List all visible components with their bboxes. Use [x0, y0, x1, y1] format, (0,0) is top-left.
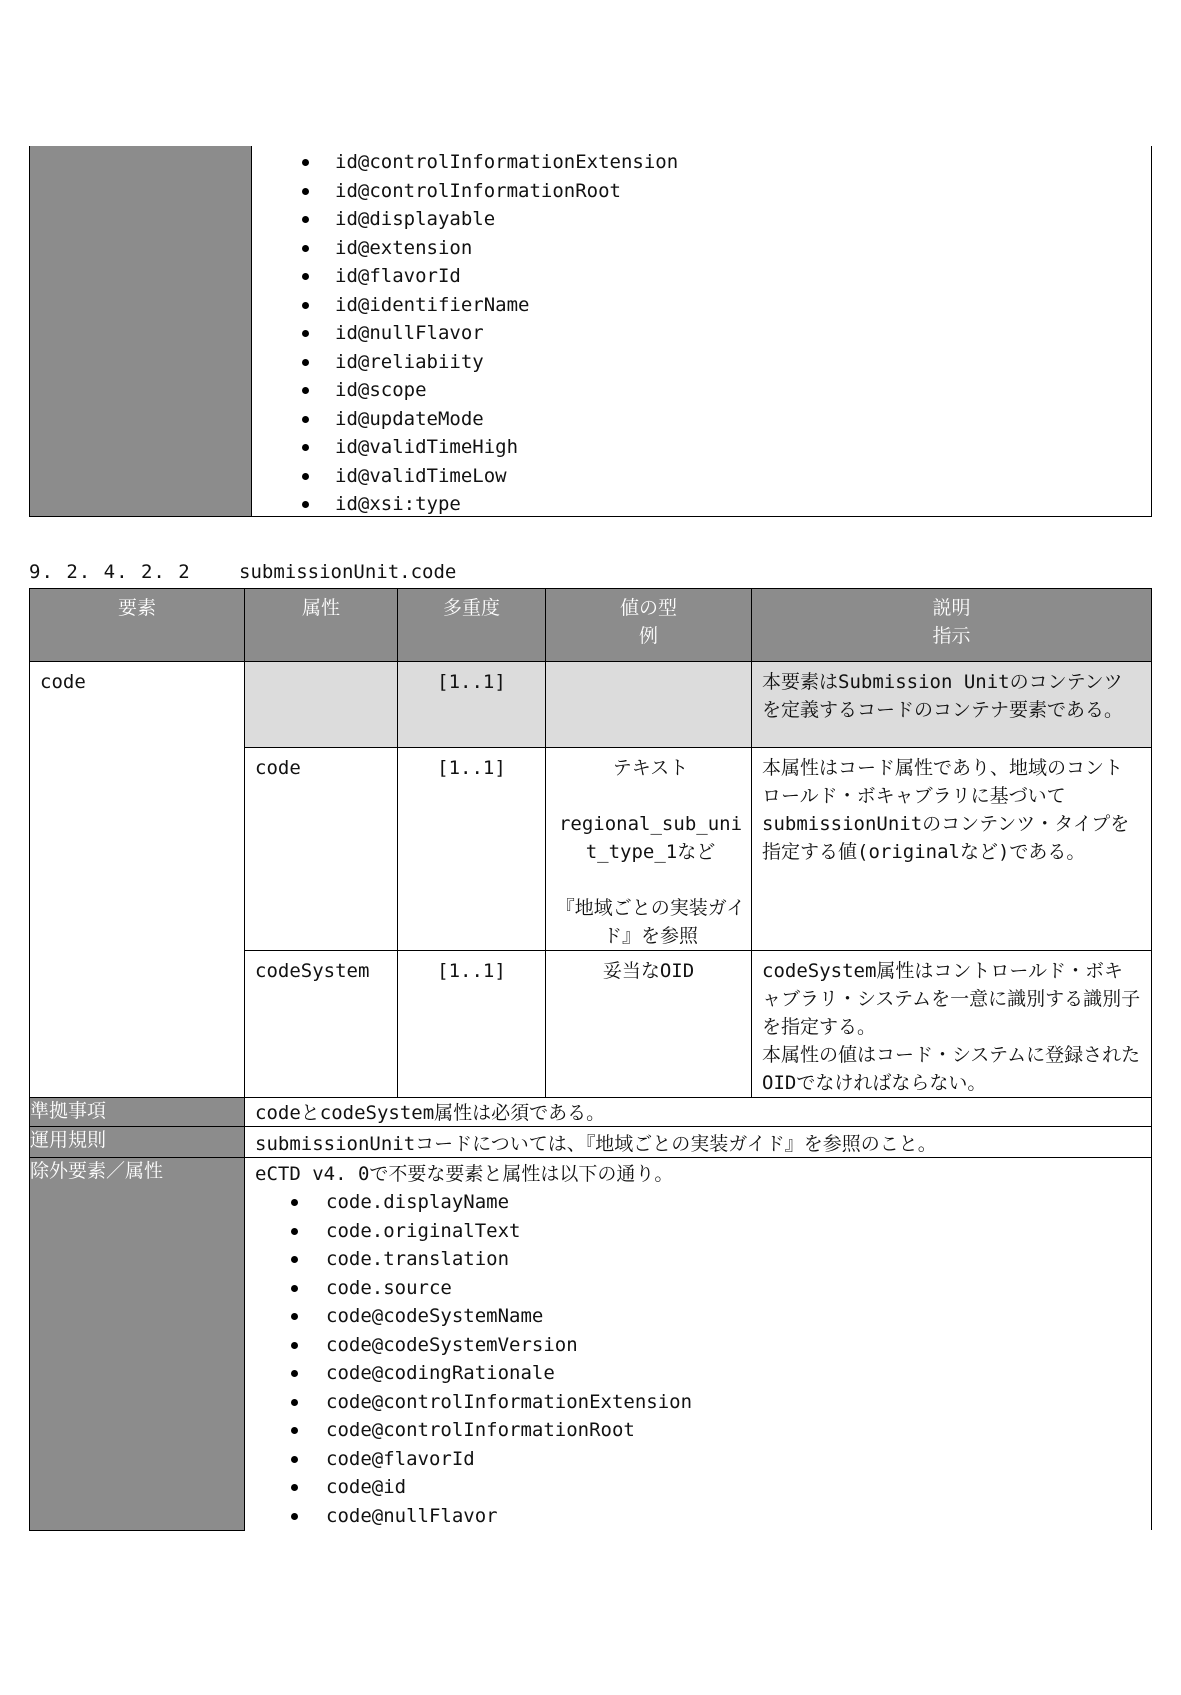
list-item: id@xsi:type — [252, 490, 1151, 519]
spec-table — [29, 588, 1152, 1531]
list-item: code.displayName — [245, 1188, 1151, 1217]
description-cell: 本要素はSubmission Unitのコンテンツを定義するコードのコンテナ要素である。 — [752, 662, 1152, 748]
value-type-cell: 妥当なOID — [546, 951, 752, 1098]
description-cell: codeSystem属性はコントロールド・ボキャブラリ・システムを一意に識別する識別子を指定する。 本属性の値はコード・システムに登録されたOIDでなければならない。 — [752, 951, 1152, 1098]
list-item: id@identifierName — [252, 291, 1151, 320]
compliance-label: 準拠事項 — [30, 1098, 245, 1127]
attribute-cell-empty — [245, 662, 398, 748]
header-attribute: 属性 — [245, 589, 398, 662]
list-item: id@displayable — [252, 205, 1151, 234]
excluded-id-attributes — [252, 146, 1151, 516]
list-item: id@nullFlavor — [252, 319, 1151, 348]
list-item: code.originalText — [245, 1217, 1151, 1246]
cardinality-cell: [1..1] — [398, 662, 546, 748]
list-item: id@validTimeLow — [252, 462, 1151, 491]
header-element: 要素 — [30, 589, 245, 662]
operation-text: submissionUnitコードについては、『地域ごとの実装ガイド』を参照のこと。 — [245, 1127, 1152, 1158]
list-item: id@reliabiity — [252, 348, 1151, 377]
list-item: id@validTimeHigh — [252, 433, 1151, 462]
excluded-id-list — [252, 148, 1151, 519]
list-item: code.source — [245, 1274, 1151, 1303]
list-item: code@nullFlavor — [245, 1502, 1151, 1531]
exclusions-intro: eCTD v4. 0で不要な要素と属性は以下の通り。 — [255, 1163, 674, 1185]
element-cell: code — [30, 662, 245, 1098]
list-item: code@id — [245, 1473, 1151, 1502]
list-item: code.translation — [245, 1245, 1151, 1274]
compliance-row — [30, 1098, 1152, 1127]
label-column — [30, 146, 252, 516]
previous-table-continuation — [29, 146, 1152, 517]
section-number: 9. 2. 4. 2. 2 — [29, 561, 191, 583]
table-row — [30, 662, 1152, 748]
cardinality-cell: [1..1] — [398, 951, 546, 1098]
list-item: id@controlInformationExtension — [252, 148, 1151, 177]
operation-label: 運用規則 — [30, 1127, 245, 1158]
list-item: code@codingRationale — [245, 1359, 1151, 1388]
list-item: id@scope — [252, 376, 1151, 405]
excluded-code-list — [245, 1188, 1151, 1530]
exclusions-content — [245, 1158, 1152, 1531]
compliance-text: codeとcodeSystem属性は必須である。 — [245, 1098, 1152, 1127]
list-item: id@updateMode — [252, 405, 1151, 434]
value-type-cell-empty — [546, 662, 752, 748]
operation-row — [30, 1127, 1152, 1158]
section-heading — [29, 558, 456, 586]
list-item: id@flavorId — [252, 262, 1151, 291]
list-item: code@controlInformationExtension — [245, 1388, 1151, 1417]
exclusions-row — [30, 1158, 1152, 1531]
list-item: code@codeSystemVersion — [245, 1331, 1151, 1360]
list-item: id@controlInformationRoot — [252, 177, 1151, 206]
header-cardinality: 多重度 — [398, 589, 546, 662]
attribute-cell: codeSystem — [245, 951, 398, 1098]
list-item: code@codeSystemName — [245, 1302, 1151, 1331]
value-type-cell: テキスト regional_sub_unit_type_1など 『地域ごとの実装ガイド』を参照 — [546, 748, 752, 951]
header-row — [30, 589, 1152, 662]
list-item: code@controlInformationRoot — [245, 1416, 1151, 1445]
section-title: submissionUnit.code — [239, 561, 457, 583]
header-value-type: 値の型 例 — [546, 589, 752, 662]
list-item: code@flavorId — [245, 1445, 1151, 1474]
header-description: 説明 指示 — [752, 589, 1152, 662]
description-cell: 本属性はコード属性であり、地域のコントロールド・ボキャブラリに基づいてsubmissionUnitのコンテンツ・タイプを指定する値(originalなど)である。 — [752, 748, 1152, 951]
list-item: id@extension — [252, 234, 1151, 263]
attribute-cell: code — [245, 748, 398, 951]
cardinality-cell: [1..1] — [398, 748, 546, 951]
exclusions-label: 除外要素／属性 — [30, 1158, 245, 1531]
